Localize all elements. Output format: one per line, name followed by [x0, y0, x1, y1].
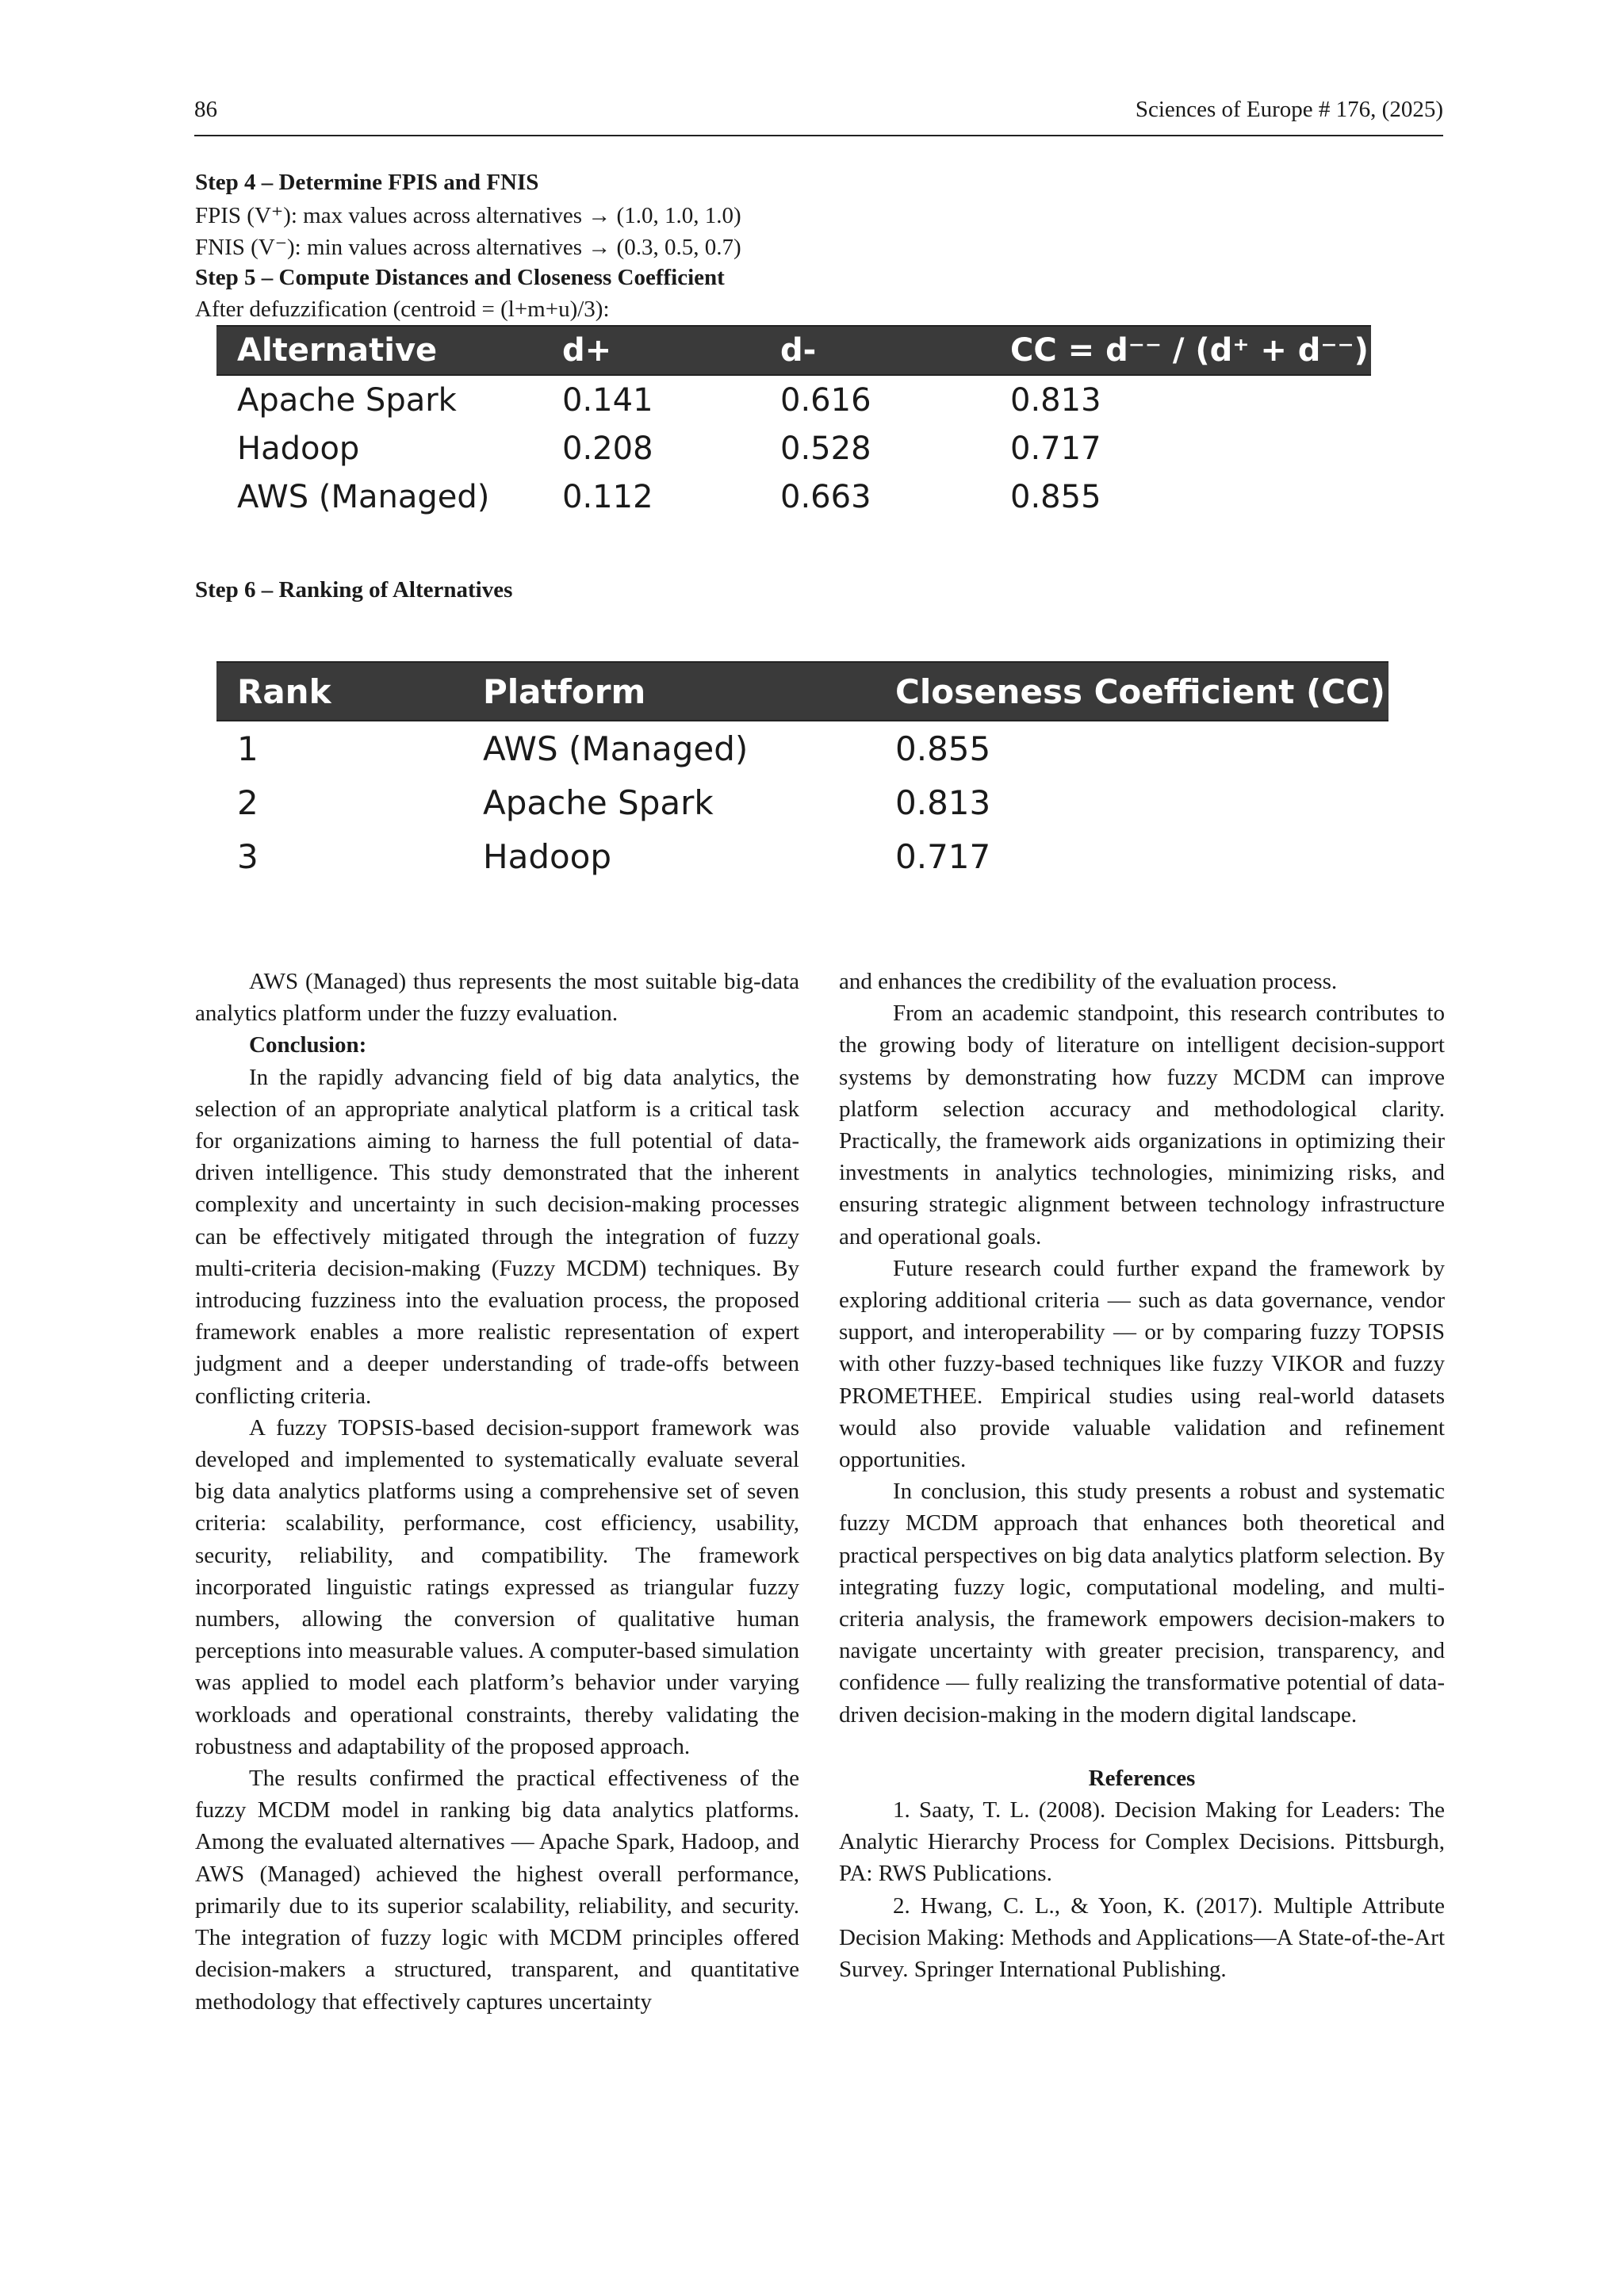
table-cell: 0.208: [562, 430, 653, 467]
table-cell: 1: [237, 729, 259, 768]
table-header-cell: d-: [760, 326, 990, 375]
reference-item: 2. Hwang, C. L., & Yoon, K. (2017). Multiple Attribute Decision Making: Methods and Applications—A State-of-the-Art Survey. Springer International Publishing.: [839, 1892, 1445, 1983]
paragraph: A fuzzy TOPSIS-based decision-support framework was developed and implemented to systematically evaluate several big data analytics platforms using a comprehensive set of seven criteria: scalability, performance, cost efficiency, usability, security, reliability, and compatibility. The framework incorporated linguistic ratings expressed as triangular fuzzy numbers, allowing the conversion of qualitative human perceptions into measurable values. A computer-based simulation was applied to model each platform’s behavior under varying workloads and operational constraints, thereby validating the robustness and adaptability of the proposed approach.: [195, 1414, 799, 1759]
table-header-cell: Rank: [216, 662, 462, 721]
table-cell: 3: [237, 836, 259, 876]
paragraph: Future research could further expand the framework by exploring additional criteria — such as data governance, vendor support, and interoperability — or by comparing fuzzy TOPSIS with other fuzzy-based techniques like fuzzy VIKOR and fuzzy PROMETHEE. Empirical studies using real-world datasets would also provide valuable validation and refinement opportunities.: [839, 1255, 1445, 1473]
step4-heading: Step 4 – Determine FPIS and FNIS: [195, 170, 539, 195]
table-cell: 2: [237, 783, 259, 822]
step5-heading: Step 5 – Compute Distances and Closeness Coefficient: [195, 265, 725, 290]
table-header-cell: Alternative: [216, 326, 542, 375]
table-row: [216, 775, 1388, 829]
page-number: 86: [194, 97, 217, 122]
table-header-cell: CC = d⁻⁻ / (d⁺ + d⁻⁻): [990, 326, 1371, 375]
fpis-line: FPIS (V⁺): max values across alternatives → (1.0, 1.0, 1.0): [195, 203, 741, 228]
paragraph: and enhances the credibility of the evaluation process.: [839, 969, 1338, 994]
table-row: [216, 375, 1371, 424]
table-header-row: [216, 326, 1371, 375]
table-cell: 0.663: [780, 478, 871, 515]
table-cell: 0.528: [780, 430, 871, 467]
table-header-cell: Closeness Coefficient (CC): [875, 662, 1388, 721]
references-heading: References: [1088, 1765, 1196, 1791]
ranking-table: [216, 661, 1388, 883]
paragraph: From an academic standpoint, this research contributes to the growing body of literature on intelligent decision-support systems by demonstrating how fuzzy MCDM can improve platform selection accuracy and methodological clarity. Practically, the framework aids organizations in optimizing their investments in analytics technologies, minimizing risks, and ensuring strategic alignment between technology infrastructure and operational goals.: [839, 1001, 1445, 1249]
table-header-row: [216, 662, 1388, 721]
table-cell: 0.717: [1010, 430, 1101, 467]
table-row: [216, 829, 1388, 883]
reference-item: 1. Saaty, T. L. (2008). Decision Making for Leaders: The Analytic Hierarchy Process for Complex Decisions. Pittsburgh, PA: RWS Publications.: [839, 1797, 1445, 1887]
distances-table: [216, 325, 1371, 521]
table-row: [216, 721, 1388, 775]
paragraph: AWS (Managed) thus represents the most suitable big-data analytics platform under the fuzzy evaluation.: [195, 969, 799, 1027]
table-cell: 0.855: [1010, 478, 1101, 515]
defuzz-note: After defuzzification (centroid = (l+m+u)/3):: [195, 297, 610, 322]
table-row: [216, 424, 1371, 473]
table-cell: 0.616: [780, 381, 871, 419]
paragraph: In the rapidly advancing field of big data analytics, the selection of an appropriate analytical platform is a critical task for organizations aiming to harness the full potential of data-driven intelligence. This study demonstrated that the inherent complexity and uncertainty in such decision-making processes can be effectively mitigated through the integration of fuzzy multi-criteria decision-making (Fuzzy MCDM) techniques. By introducing fuzziness into the evaluation process, the proposed framework enables a more realistic representation of expert judgment and a deeper understanding of trade-offs between conflicting criteria.: [195, 1064, 799, 1409]
table-cell: AWS (Managed): [237, 478, 490, 515]
table-cell: 0.717: [895, 836, 991, 876]
table-cell: Apache Spark: [237, 381, 457, 419]
conclusion-heading: Conclusion:: [249, 1032, 367, 1058]
table-cell: Apache Spark: [483, 783, 714, 822]
table-cell: 0.813: [895, 783, 991, 822]
table-cell: Hadoop: [483, 836, 612, 876]
step6-heading: Step 6 – Ranking of Alternatives: [195, 577, 513, 603]
table-cell: AWS (Managed): [483, 729, 749, 768]
right-column: [839, 966, 1445, 1985]
table-cell: 0.813: [1010, 381, 1101, 419]
table-header-cell: d+: [542, 326, 760, 375]
journal-title: Sciences of Europe # 176, (2025): [1135, 97, 1443, 122]
table-cell: 0.855: [895, 729, 991, 768]
table-cell: 0.112: [562, 478, 653, 515]
table-cell: 0.141: [562, 381, 653, 419]
table-header-cell: Platform: [462, 662, 875, 721]
left-column: [195, 966, 799, 2018]
paragraph: In conclusion, this study presents a robust and systematic fuzzy MCDM approach that enhances both theoretical and practical perspectives on big data analytics platform selection. By integrating fuzzy logic, computational modeling, and multi-criteria analysis, the framework empowers decision-makers to navigate uncertainty with greater precision, transparency, and confidence — fully realizing the transformative potential of data-driven decision-making in the modern digital landscape.: [839, 1479, 1445, 1728]
fnis-line: FNIS (V⁻): min values across alternatives → (0.3, 0.5, 0.7): [195, 235, 741, 260]
paragraph: The results confirmed the practical effectiveness of the fuzzy MCDM model in ranking big data analytics platforms. Among the evaluated alternatives — Apache Spark, Hadoop, and AWS (Managed) achieved the highest overall performance, primarily due to its superior scalability, reliability, and security. The integration of fuzzy logic with MCDM principles offered decision-makers a structured, transparent, and quantitative methodology that effectively captures uncertainty: [195, 1766, 799, 2015]
table-cell: Hadoop: [237, 430, 360, 467]
page-header: [194, 97, 1443, 136]
table-row: [216, 473, 1371, 521]
